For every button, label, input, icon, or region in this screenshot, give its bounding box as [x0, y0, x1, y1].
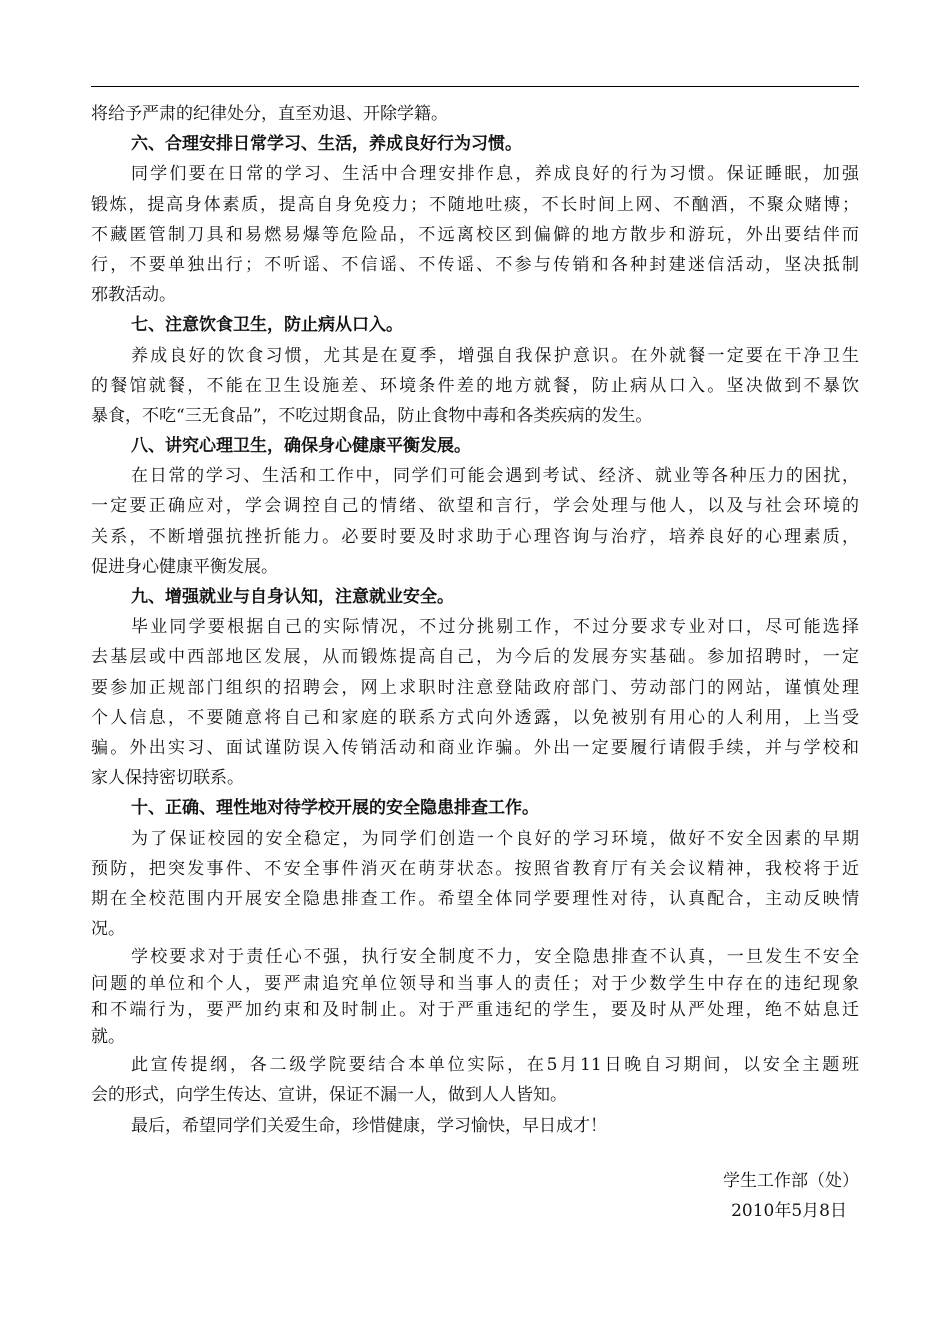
- paragraph-line: 去基层或中西部地区发展，从而锻炼提高自己，为今后的发展夯实基础。参加招聘时，一定: [91, 647, 859, 668]
- paragraph-line: 和不端行为，要严加约束和及时制止。对于严重违纪的学生，要及时从严处理，绝不姑息迁: [91, 1000, 859, 1021]
- paragraph-line: 不藏匿管制刀具和易燃易爆等危险品，不远离校区到偏僻的地方散步和游玩，外出要结伴而: [91, 224, 859, 245]
- paragraph-line: 预防，把突发事件、不安全事件消灭在萌芽状态。按照省教育厅有关会议精神，我校将于近: [91, 858, 859, 879]
- signature-block: [723, 1166, 859, 1226]
- signature-department: 学生工作部（处）: [723, 1171, 859, 1191]
- section-heading-9: 九、增强就业与自身认知，注意就业安全。: [131, 587, 454, 607]
- paragraph-line: 家人保持密切联系。: [91, 768, 244, 789]
- section-heading-10: 十、正确、理性地对待学校开展的安全隐患排查工作。: [131, 798, 539, 819]
- paragraph-line: 将给予严肃的纪律处分，直至劝退、开除学籍。: [91, 104, 448, 124]
- section-heading-7: 七、注意饮食卫生，防止病从口入。: [131, 315, 403, 336]
- paragraph-line: 会的形式，向学生传达、宣讲，保证不漏一人，做到人人皆知。: [91, 1085, 567, 1106]
- paragraph-line: 同学们要在日常的学习、生活中合理安排作息，养成良好的行为习惯。保证睡眠，加强: [131, 164, 859, 185]
- paragraph-line: 学校要求对于责任心不强，执行安全制度不力，安全隐患排查不认真，一旦发生不安全: [131, 947, 859, 968]
- paragraph-line: 为了保证校园的安全稳定，为同学们创造一个良好的学习环境，做好不安全因素的早期: [131, 828, 859, 849]
- paragraph-line: 问题的单位和个人，要严肃追究单位领导和当事人的责任；对于少数学生中存在的违纪现象: [91, 973, 859, 994]
- paragraph-line: 此宣传提纲，各二级学院要结合本单位实际，在5月11日晚自习期间，以安全主题班: [131, 1055, 859, 1076]
- paragraph-line: 在日常的学习、生活和工作中，同学们可能会遇到考试、经济、就业等各种压力的困扰，: [131, 466, 859, 487]
- paragraph-line: 邪教活动。: [91, 285, 176, 306]
- paragraph-line: 况。: [91, 919, 125, 940]
- paragraph-line: 骗。外出实习、面试谨防误入传销活动和商业诈骗。外出一定要履行请假手续，并与学校和: [91, 737, 859, 758]
- document-body: [91, 99, 859, 1141]
- paragraph-line: 就。: [91, 1026, 125, 1047]
- paragraph-line: 个人信息，不要随意将自己和家庭的联系方式向外透露，以免被别有用心的人利用，上当受: [91, 707, 859, 728]
- paragraph-line: 锻炼，提高身体素质，提高自身免疫力；不随地吐痰，不长时间上网、不酗酒，不聚众赌博；: [91, 194, 859, 215]
- paragraph-line: 毕业同学要根据自己的实际情况，不过分挑剔工作，不过分要求专业对口，尽可能选择: [131, 617, 859, 638]
- paragraph-line: 要参加正规部门组织的招聘会，网上求职时注意登陆政府部门、劳动部门的网站，谨慎处理: [91, 677, 859, 698]
- paragraph-line: 一定要正确应对，学会调控自己的情绪、欲望和言行，学会处理与他人，以及与社会环境的: [91, 496, 859, 517]
- closing-line: 最后，希望同学们关爱生命，珍惜健康，学习愉快，早日成才！: [131, 1115, 607, 1136]
- paragraph-line: 促进身心健康平衡发展。: [91, 556, 278, 577]
- section-heading-8: 八、讲究心理卫生，确保身心健康平衡发展。: [131, 436, 471, 457]
- paragraph-line: 期在全校范围内开展安全隐患排查工作。希望全体同学要理性对待，认真配合，主动反映情: [91, 888, 859, 909]
- header-rule: [91, 86, 859, 87]
- signature-date: 2010年5月8日: [731, 1201, 847, 1221]
- paragraph-line: 暴食，不吃“三无食品”，不吃过期食品，防止食物中毒和各类疾病的发生。: [91, 405, 653, 426]
- paragraph-line: 的餐馆就餐，不能在卫生设施差、环境条件差的地方就餐，防止病从口入。坚决做到不暴饮: [91, 375, 859, 396]
- section-heading-6: 六、合理安排日常学习、生活，养成良好行为习惯。: [131, 134, 522, 155]
- paragraph-line: 关系，不断增强抗挫折能力。必要时要及时求助于心理咨询与治疗，培养良好的心理素质，: [91, 526, 859, 547]
- paragraph-line: 行，不要单独出行；不听谣、不信谣、不传谣、不参与传销和各种封建迷信活动，坚决抵制: [91, 254, 859, 275]
- paragraph-line: 养成良好的饮食习惯，尤其是在夏季，增强自我保护意识。在外就餐一定要在干净卫生: [131, 345, 859, 366]
